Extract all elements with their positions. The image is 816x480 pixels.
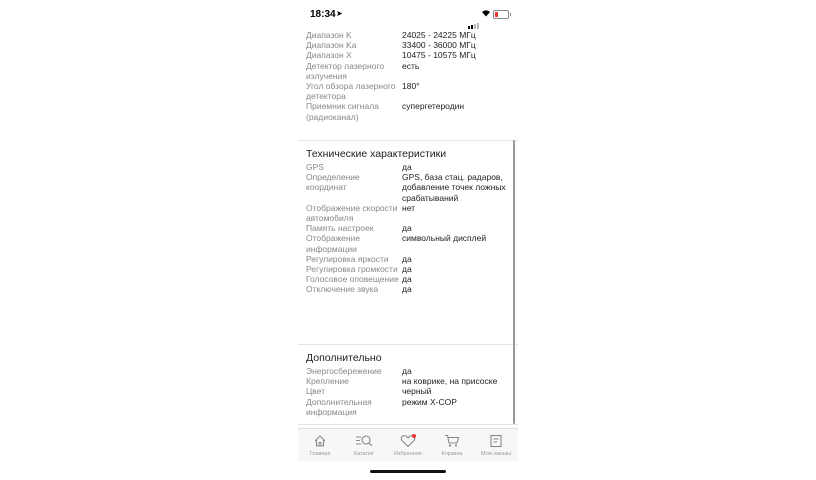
status-bar <box>298 0 518 26</box>
spec-label: Регулировка громкости <box>306 264 398 275</box>
spec-row <box>306 30 506 40</box>
home-indicator[interactable] <box>370 470 446 473</box>
extra-section-title: Дополнительно <box>306 352 382 364</box>
cart-icon <box>430 434 474 450</box>
spec-row <box>306 81 506 101</box>
spec-row <box>306 233 506 253</box>
section-divider <box>298 344 518 345</box>
tab-label: Мои заказы <box>481 451 511 457</box>
spec-value: 10475 - 10575 МГц <box>402 50 476 61</box>
spec-label: Цвет <box>306 386 326 397</box>
spec-label: Крепление <box>306 376 349 387</box>
spec-label: Угол обзора лазерного детектора <box>306 81 396 102</box>
tab-cart[interactable] <box>430 429 474 461</box>
spec-row <box>306 284 506 294</box>
spec-label: Голосовое оповещение <box>306 274 399 285</box>
product-specs[interactable] <box>298 28 518 426</box>
spec-value: нет <box>402 202 416 213</box>
spec-value: да <box>402 253 412 264</box>
spec-row <box>306 386 506 396</box>
favorites-badge <box>412 434 416 438</box>
spec-value: черный <box>402 386 432 397</box>
extra-specs-list <box>306 366 506 417</box>
spec-label: Диапазон X <box>306 50 352 61</box>
spec-row <box>306 101 506 121</box>
phone-screen <box>298 0 518 480</box>
heart-icon <box>386 434 430 450</box>
spec-label: Память настроек <box>306 223 374 234</box>
location-arrow-icon: ➤ <box>336 9 343 18</box>
spec-row <box>306 274 506 284</box>
spec-value: да <box>402 274 412 285</box>
spec-label: Отображение скорости автомобиля <box>306 202 398 224</box>
spec-value: да <box>402 366 412 376</box>
spec-value: есть <box>402 60 420 71</box>
spec-row <box>306 254 506 264</box>
tab-home[interactable] <box>298 429 342 461</box>
spec-value: режим X-COP <box>402 396 457 407</box>
spec-row <box>306 376 506 386</box>
spec-label: Диапазон Ka <box>306 40 357 51</box>
spec-label: Детектор лазерного излучения <box>306 60 385 81</box>
spec-row <box>306 61 506 81</box>
bottom-tab-bar <box>298 428 518 461</box>
spec-row <box>306 203 506 223</box>
spec-label: Регулировка яркости <box>306 253 389 264</box>
tab-catalog[interactable] <box>342 429 386 461</box>
spec-row <box>306 223 506 233</box>
battery-icon <box>493 10 509 19</box>
tab-label: Каталог <box>354 451 374 457</box>
spec-value: 180° <box>402 81 420 92</box>
wifi-icon <box>481 9 491 19</box>
tab-label: Корзина <box>441 451 463 457</box>
spec-row <box>306 162 506 172</box>
status-time: 18:34 <box>310 9 336 20</box>
spec-label: Энергосбережение <box>306 366 382 376</box>
cellular-signal-icon <box>468 11 480 29</box>
scrollbar[interactable] <box>513 140 515 424</box>
home-icon <box>298 434 342 450</box>
spec-row <box>306 50 506 60</box>
tab-label: Избранное <box>394 451 422 457</box>
spec-value: 33400 - 36000 МГц <box>402 40 476 51</box>
spec-value: да <box>402 223 412 234</box>
spec-row <box>306 366 506 376</box>
tech-specs-list <box>306 162 506 295</box>
spec-label: GPS <box>306 162 324 172</box>
orders-icon <box>474 434 518 450</box>
spec-value: да <box>402 284 412 295</box>
section-divider <box>298 424 518 425</box>
section-divider <box>298 140 518 141</box>
catalog-search-icon <box>342 434 386 450</box>
tab-label: Главная <box>309 451 331 457</box>
spec-row <box>306 397 506 417</box>
spec-label: Определение координат <box>306 172 360 193</box>
spec-value: 24025 - 24225 МГц <box>402 30 476 40</box>
tab-orders[interactable] <box>474 429 518 461</box>
spec-label: Дополнительная информация <box>306 396 372 417</box>
spec-value: да <box>402 162 412 172</box>
spec-value: на коврике, на присоске <box>402 376 498 387</box>
spec-row <box>306 40 506 50</box>
spec-label: Отображение информации <box>306 233 361 254</box>
tab-favorites[interactable] <box>386 429 430 461</box>
spec-label: Отключение звука <box>306 284 379 295</box>
spec-value: да <box>402 264 412 275</box>
spec-row <box>306 264 506 274</box>
spec-label: Приемник сигнала (радиоканал) <box>306 101 379 122</box>
spec-value: супергетеродин <box>402 101 465 112</box>
spec-value: символьный дисплей <box>402 233 487 244</box>
spec-value: GPS, база стац. радаров, добавление точек ложных срабатываний <box>402 172 506 203</box>
spec-label: Диапазон K <box>306 30 352 40</box>
tech-section-title: Технические характеристики <box>306 148 447 160</box>
specs-top-list <box>306 30 506 122</box>
spec-row <box>306 172 506 203</box>
